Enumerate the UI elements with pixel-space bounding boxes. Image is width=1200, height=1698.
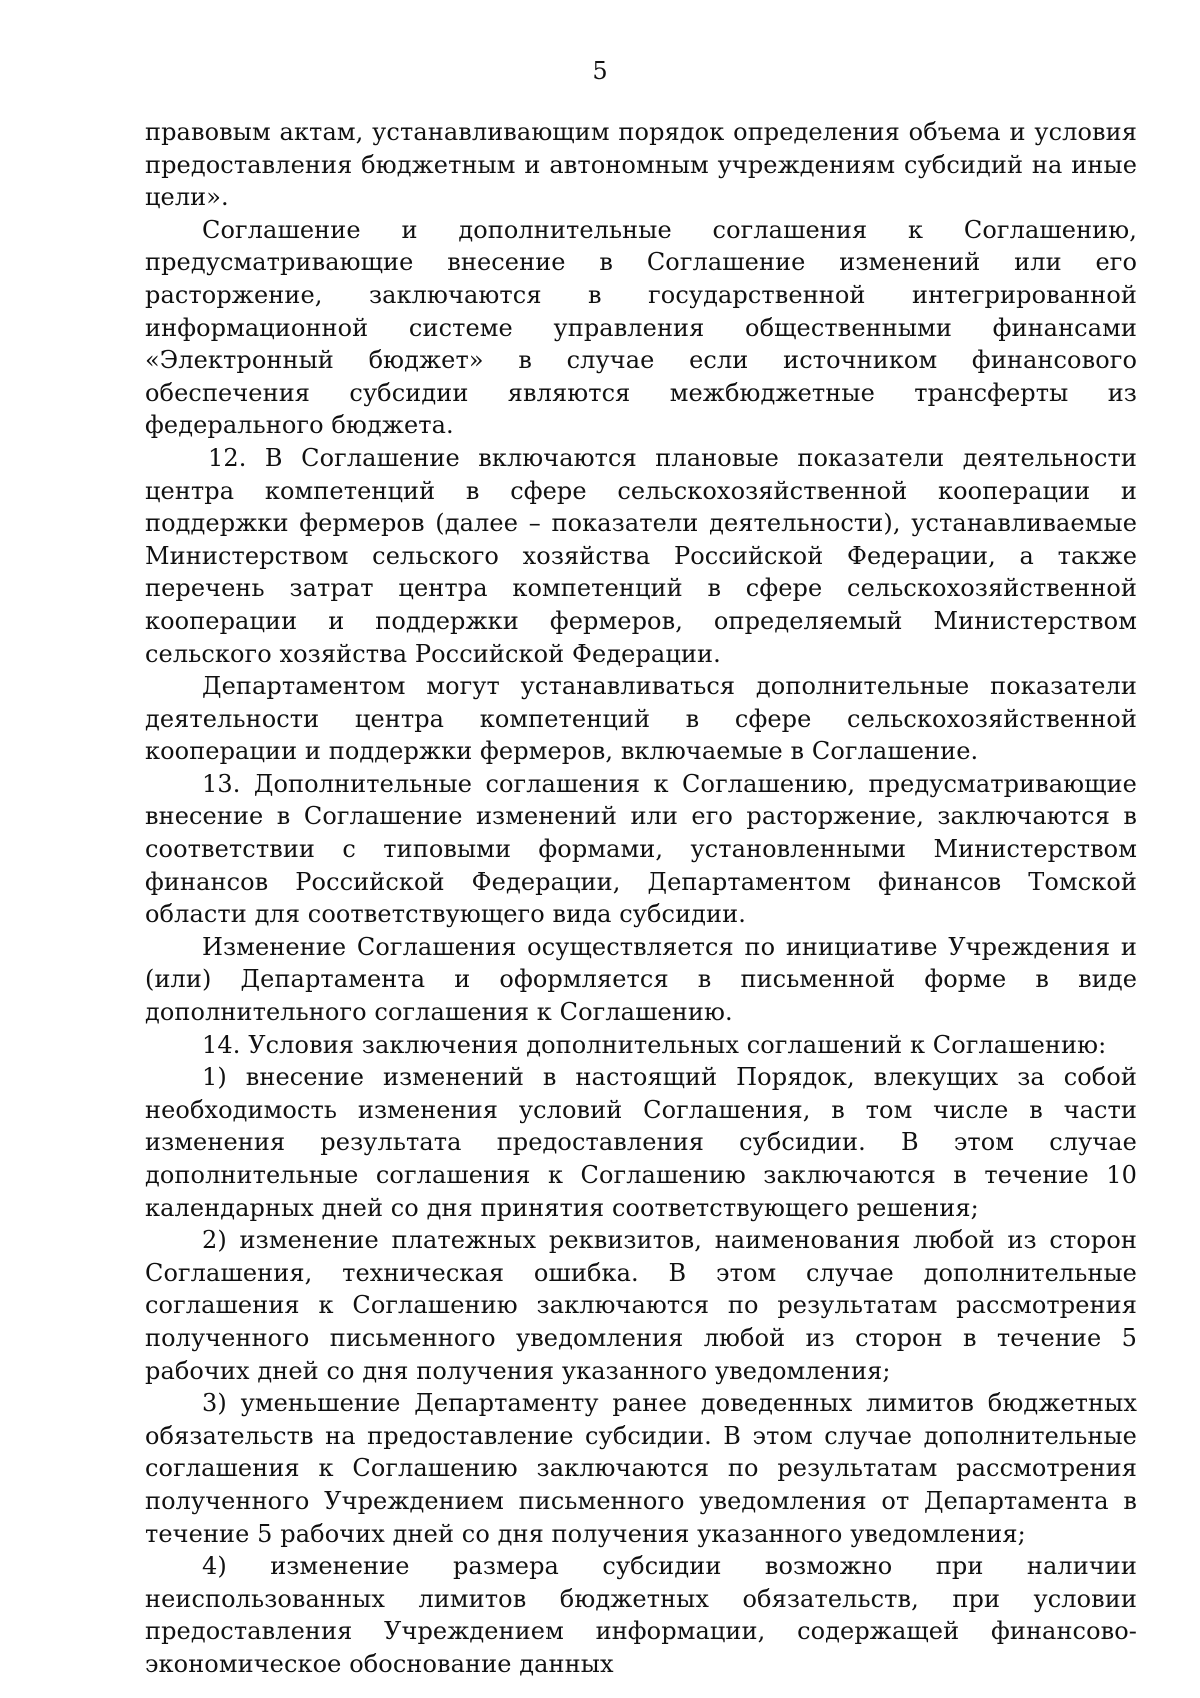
paragraph-item-13: 13. Дополнительные соглашения к Соглашению, предусматривающие внесение в Соглашение изменений или его расторжение, заключаются в соответствии с типовыми формами, установленными Министерством финансов Российской Федерации, Департаментом финансов Томской области для соответствующего вида субсидии. — [145, 769, 1137, 929]
paragraph-agreement-electronic-budget: Соглашение и дополнительные соглашения к Соглашению, предусматривающие внесение в Соглашение изменений или его расторжение, заключаются в государственной интегрированной информационной системе управления общественными финансами «Электронный бюджет» в случае если источником финансового обеспечения субсидии являются межбюджетные трансферты из федерального бюджета. — [145, 215, 1137, 440]
paragraph-agreement-change: Изменение Соглашения осуществляется по инициативе Учреждения и (или) Департамента и оформляется в письменной форме в виде дополнительного соглашения к Соглашению. — [145, 932, 1137, 1027]
document-body — [145, 116, 1137, 1681]
paragraph-condition-4: 4) изменение размера субсидии возможно при наличии неиспользованных лимитов бюджетных обязательств, при условии предоставления Учреждением информации, содержащей финансово-экономическое обоснование данных — [145, 1552, 1137, 1678]
paragraph-item-14: 14. Условия заключения дополнительных соглашений к Соглашению: — [202, 1030, 1107, 1059]
page-number: 5 — [592, 57, 608, 85]
paragraph-additional-indicators: Департаментом могут устанавливаться дополнительные показатели деятельности центра компетенций в сфере сельскохозяйственной кооперации и поддержки фермеров, включаемые в Соглашение. — [145, 672, 1137, 766]
paragraph-continuation: правовым актам, устанавливающим порядок определения объема и условия предоставления бюджетным и автономным учреждениям субсидий на иные цели». — [145, 118, 1137, 212]
paragraph-item-12: 12. В Соглашение включаются плановые показатели деятельности центра компетенций в сфере сельскохозяйственной кооперации и поддержки фермеров (далее – показатели деятельности), устанавливаемые Министерством сельского хозяйства Российской Федерации, а также перечень затрат центра компетенций в сфере сельскохозяйственной кооперации и поддержки фермеров, определяемый Министерством сельского хозяйства Российской Федерации. — [145, 443, 1137, 668]
paragraph-condition-1: 1) внесение изменений в настоящий Порядок, влекущих за собой необходимость изменения условий Соглашения, в том числе в части изменения результата предоставления субсидии. В этом случае дополнительные соглашения к Соглашению заключаются в течение 10 календарных дней со дня принятия соответствующего решения; — [145, 1063, 1137, 1222]
paragraph-condition-3: 3) уменьшение Департаменту ранее доведенных лимитов бюджетных обязательств на предоставление субсидии. В этом случае дополнительные соглашения к Соглашению заключаются по результатам рассмотрения полученного Учреждением письменного уведомления от Департамента в течение 5 рабочих дней со дня получения указанного уведомления; — [145, 1389, 1137, 1548]
paragraph-condition-2: 2) изменение платежных реквизитов, наименования любой из сторон Соглашения, техническая ошибка. В этом случае дополнительные соглашения к Соглашению заключаются по результатам рассмотрения полученного письменного уведомления любой из сторон в течение 5 рабочих дней со дня получения указанного уведомления; — [145, 1226, 1137, 1385]
